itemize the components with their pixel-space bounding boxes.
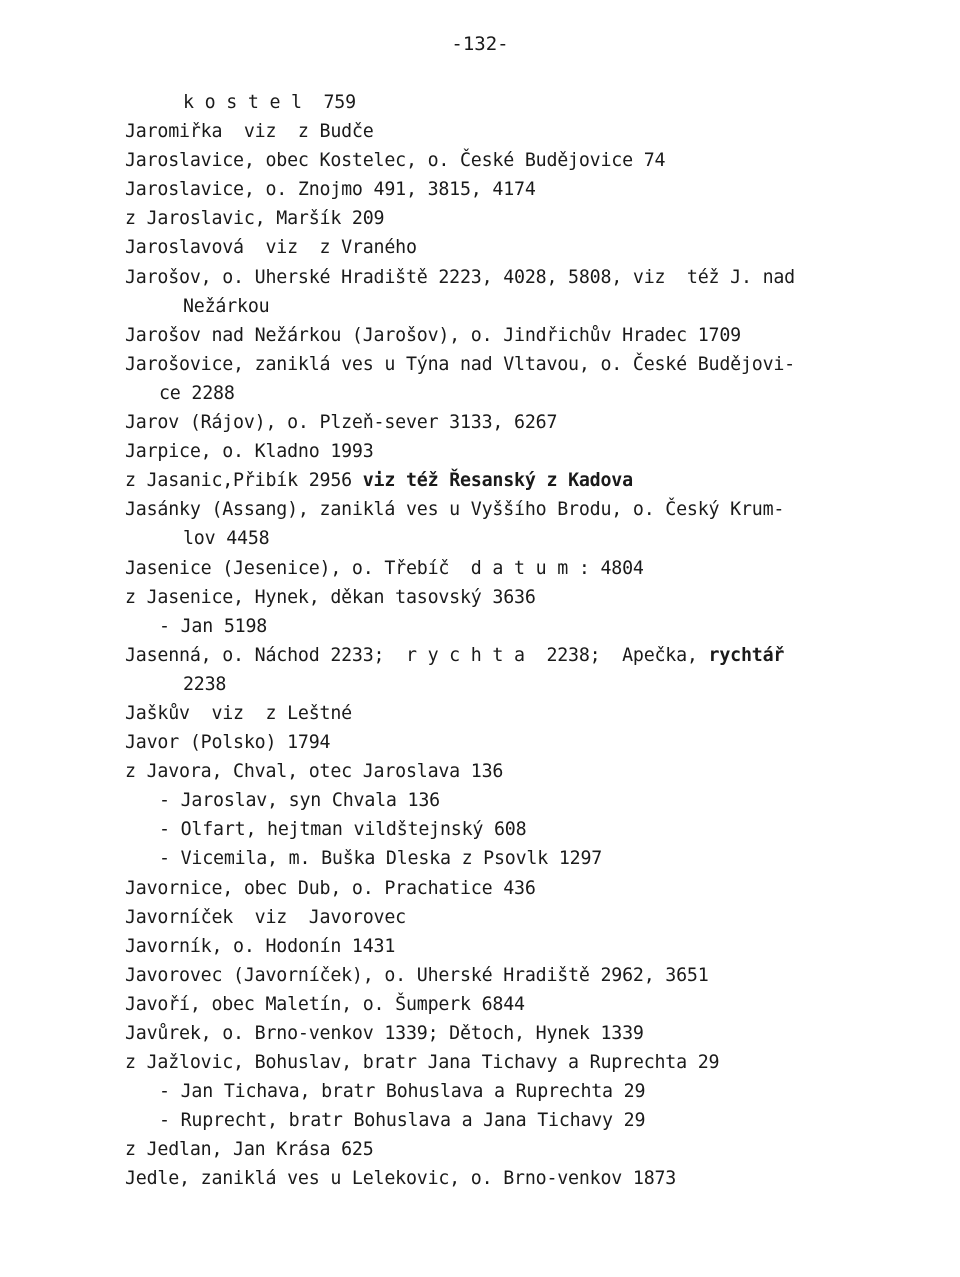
index-entry: Javůrek, o. Brno-venkov 1339; Dětoch, Hynek 1339: [125, 1023, 644, 1044]
page-number: -132-: [451, 33, 509, 55]
bold-annotation: rychtář: [708, 644, 785, 666]
index-entry: Javorovec (Javorníček), o. Uherské Hradiště 2962, 3651: [125, 964, 709, 986]
index-subentry: - Jaroslav, syn Chvala 136: [159, 790, 440, 812]
index-entry: Jarošovice, zaniklá ves u Týna nad Vltavou, o. České Budějovi-: [125, 353, 795, 375]
index-entry: Javornice, obec Dub, o. Prachatice 436: [125, 877, 536, 899]
index-subentry: - Vicemila, m. Buška Dleska z Psovlk 1297: [159, 848, 603, 870]
index-entry: Jedle, zaniklá ves u Lelekovic, o. Brno-venkov 1873: [125, 1168, 677, 1190]
index-entry: z Jažlovic, Bohuslav, bratr Jana Tichavy a Ruprechta 29: [125, 1052, 720, 1074]
index-entry: Jasenice (Jesenice), o. Třebíč d a t u m : 4804: [125, 557, 644, 579]
index-list: [125, 88, 865, 1194]
bold-annotation: viz též Řesanský z Kadova: [362, 470, 633, 492]
index-entry: Jaroslavice, obec Kostelec, o. České Budějovice 74: [125, 150, 666, 172]
index-entry: k o s t e l 759: [183, 92, 356, 113]
index-entry: z Jaroslavic, Maršík 209: [125, 208, 385, 230]
index-entry: z Jedlan, Jan Krása 625: [125, 1139, 374, 1161]
index-entry: Javoří, obec Maletín, o. Šumperk 6844: [125, 993, 525, 1015]
index-subentry: - Jan 5198: [159, 615, 268, 637]
index-entry: Jarošov nad Nežárkou (Jarošov), o. Jindřichův Hradec 1709: [125, 324, 741, 346]
index-entry: Javorníček viz Javorovec: [125, 906, 406, 928]
index-entry: Jarpice, o. Kladno 1993: [125, 441, 374, 463]
index-entry: Jaromiřka viz z Budče: [125, 121, 374, 143]
index-entry-continuation: lov 4458: [183, 528, 270, 550]
index-entry-continuation: Nežárkou: [183, 295, 270, 317]
index-entry-continuation: 2238: [183, 673, 227, 695]
index-entry: Jaškův viz z Leštné: [125, 702, 352, 724]
index-entry: Jarov (Rájov), o. Plzeň-sever 3133, 6267: [125, 412, 558, 434]
index-entry: Jarošov, o. Uherské Hradiště 2223, 4028, 5808, viz též J. nad: [125, 266, 795, 288]
index-entry: Jasenná, o. Náchod 2233; r y c h t a 2238; Apečka, rychtář: [125, 644, 785, 666]
index-entry: Javorník, o. Hodonín 1431: [125, 935, 396, 957]
index-entry: Jaroslavice, o. Znojmo 491, 3815, 4174: [125, 179, 536, 201]
index-entry: Jasánky (Assang), zaniklá ves u Vyššího Brodu, o. Český Krum-: [125, 499, 785, 521]
index-entry: Jaroslavová viz z Vraného: [125, 237, 417, 259]
index-entry: z Javora, Chval, otec Jaroslava 136: [125, 761, 504, 783]
index-entry-continuation: ce 2288: [159, 382, 235, 404]
index-subentry: - Olfart, hejtman vildštejnský 608: [159, 819, 527, 841]
index-entry: z Jasanic,Přibík 2956 viz též Řesanský z Kadova: [125, 470, 633, 492]
index-entry: Javor (Polsko) 1794: [125, 732, 331, 754]
index-subentry: - Jan Tichava, bratr Bohuslava a Ruprechta 29: [159, 1081, 646, 1103]
index-subentry: - Ruprecht, bratr Bohuslava a Jana Tichavy 29: [159, 1110, 646, 1132]
index-entry: z Jasenice, Hynek, děkan tasovský 3636: [125, 586, 536, 608]
